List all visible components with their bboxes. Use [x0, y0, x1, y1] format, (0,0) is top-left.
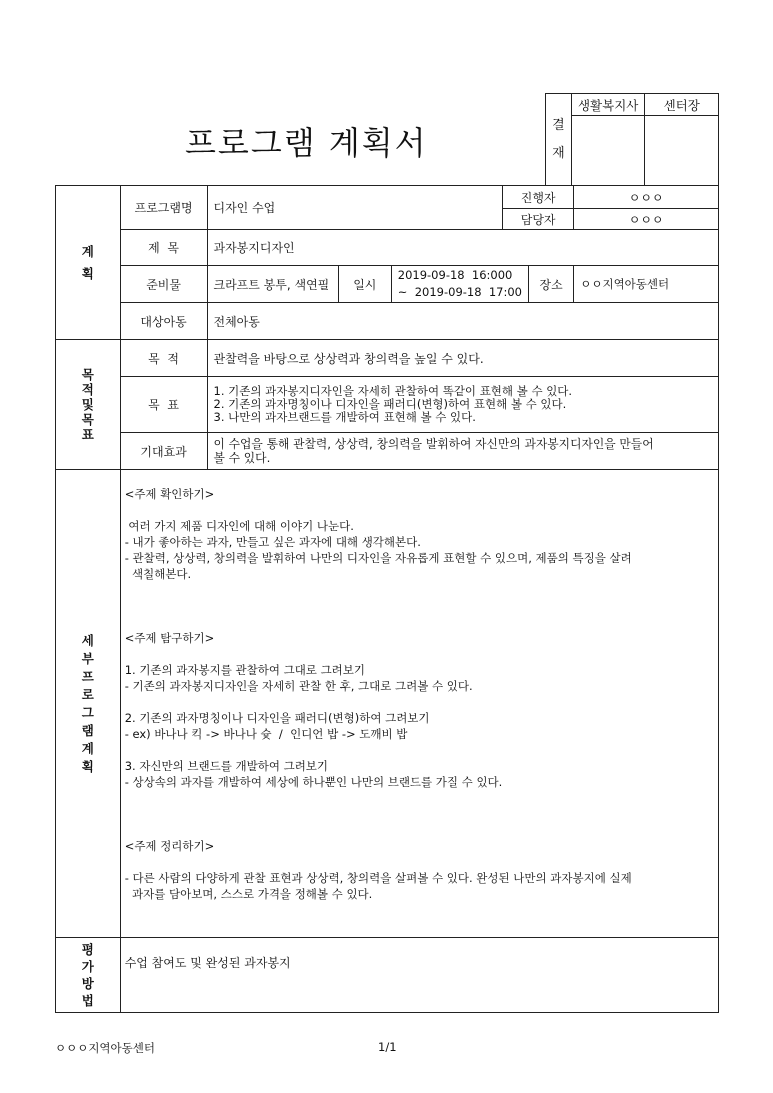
detail-line: <주제 정리하기>: [124, 839, 215, 853]
materials-label: 준비물: [120, 266, 207, 303]
plan-section-label: 계획: [56, 186, 121, 340]
detail-line: [125, 502, 712, 518]
detail-line: [125, 582, 712, 598]
goal-item: 1. 기존의 과자봉지디자인을 자세히 관찰하여 똑같이 표현해 볼 수 있다.: [213, 384, 573, 398]
detail-line: - 관찰력, 상상력, 창의력을 발휘하여 나만의 디자인을 자유롭게 표현할 수 있으며, 제품의 특징을 살려: [124, 551, 632, 565]
purpose-value: 관찰력을 바탕으로 상상력과 창의력을 높일 수 있다.: [207, 340, 719, 377]
objectives-section-label: 목적및목표: [56, 340, 121, 470]
detail-line: [125, 806, 712, 822]
target-label: 대상아동: [120, 303, 207, 340]
approval-role-social-worker: 생활복지사: [571, 94, 645, 116]
goal-item: 3. 나만의 과자브랜드를 개발하여 표현해 볼 수 있다.: [213, 410, 476, 424]
detail-line: [125, 614, 712, 630]
manager-label: 담당자: [503, 209, 574, 230]
detail-line: <주제 확인하기>: [124, 487, 215, 501]
approval-sign-center-director[interactable]: [645, 116, 719, 186]
detail-line: 색칠해본다.: [124, 567, 192, 581]
detail-line: [125, 822, 712, 838]
program-name-label: 프로그램명: [120, 186, 207, 230]
approval-box: [545, 93, 719, 186]
purpose-label: 목 적: [120, 340, 207, 377]
evaluation-section-label: 평가방법: [56, 938, 121, 1013]
detail-line: [125, 742, 712, 758]
goal-item: 2. 기존의 과자명칭이나 디자인을 패러디(변형)하여 표현해 볼 수 있다.: [213, 397, 567, 411]
effect-value: [207, 433, 719, 470]
detail-section-label: 세부프로그램 계획: [56, 470, 121, 938]
program-name-value: 디자인 수업: [207, 186, 503, 230]
goals-list: [207, 377, 719, 433]
detail-line: [125, 694, 712, 710]
datetime-label: 일시: [338, 266, 391, 303]
effect-label: 기대효과: [120, 433, 207, 470]
effect-line: 이 수업을 통해 관찰력, 상상력, 창의력을 발휘하여 자신만의 과자봉지디자인을 만들어: [213, 437, 654, 451]
detail-line: 2. 기존의 과자명칭이나 디자인을 패러디(변형)하여 그려보기: [124, 711, 430, 725]
detail-line: <주제 탐구하기>: [124, 631, 215, 645]
place-value: ㅇㅇ지역아동센터: [574, 266, 719, 303]
datetime-end: ~ 2019-09-18 17:00: [397, 285, 522, 299]
detail-line: 과자를 담아보며, 스스로 가격을 정해볼 수 있다.: [124, 887, 373, 901]
materials-value: 크라프트 봉투, 색연필: [207, 266, 338, 303]
datetime-start: 2019-09-18 16:000: [397, 268, 513, 282]
approval-sign-social-worker[interactable]: [571, 116, 645, 186]
detail-line: 3. 자신만의 브랜드를 개발하여 그려보기: [124, 759, 329, 773]
detail-line: [125, 598, 712, 614]
detail-line: [125, 790, 712, 806]
approval-role-center-director: 센터장: [645, 94, 719, 116]
detail-line: [125, 854, 712, 870]
detail-line: - 상상속의 과자를 개발하여 세상에 하나뿐인 나만의 브랜드를 가질 수 있다.: [124, 775, 503, 789]
detail-line: - 다른 사람의 다양하게 관찰 표현과 상상력, 창의력을 살펴볼 수 있다. 완성된 나만의 과자봉지에 실제: [124, 871, 632, 885]
goals-label: 목 표: [120, 377, 207, 433]
subject-value: 과자봉지디자인: [207, 230, 719, 266]
manager-value: ㅇㅇㅇ: [574, 209, 719, 230]
progress-value: ㅇㅇㅇ: [574, 186, 719, 209]
detail-line: 1. 기존의 과자봉지를 관찰하여 그대로 그려보기: [124, 663, 366, 677]
effect-line: 볼 수 있다.: [213, 451, 271, 465]
detail-line: - ex) 바나나 킥 -> 바나나 슛 / 인디언 밥 -> 도깨비 밥: [124, 727, 408, 741]
target-value: 전체아동: [207, 303, 719, 340]
detail-line: - 기존의 과자봉지디자인을 자세히 관찰 한 후, 그대로 그려볼 수 있다.: [124, 679, 473, 693]
detail-line: 여러 가지 제품 디자인에 대해 이야기 나눈다.: [124, 519, 354, 533]
progress-label: 진행자: [503, 186, 574, 209]
plan-table: [55, 185, 719, 1013]
detail-line: [125, 646, 712, 662]
place-label: 장소: [529, 266, 574, 303]
subject-label: 제 목: [120, 230, 207, 266]
evaluation-content: 수업 참여도 및 완성된 과자봉지: [120, 938, 718, 1013]
approval-label: 결재: [546, 94, 572, 186]
footer-center-name: ㅇㅇㅇ지역아동센터: [55, 1041, 155, 1055]
datetime-value: [391, 266, 528, 303]
footer-page-number: 1/1: [378, 1040, 397, 1054]
detail-content: [120, 470, 718, 938]
document-title: 프로그램 계획서: [185, 124, 428, 162]
detail-line: - 내가 좋아하는 과자, 만들고 싶은 과자에 대해 생각해본다.: [124, 535, 421, 549]
